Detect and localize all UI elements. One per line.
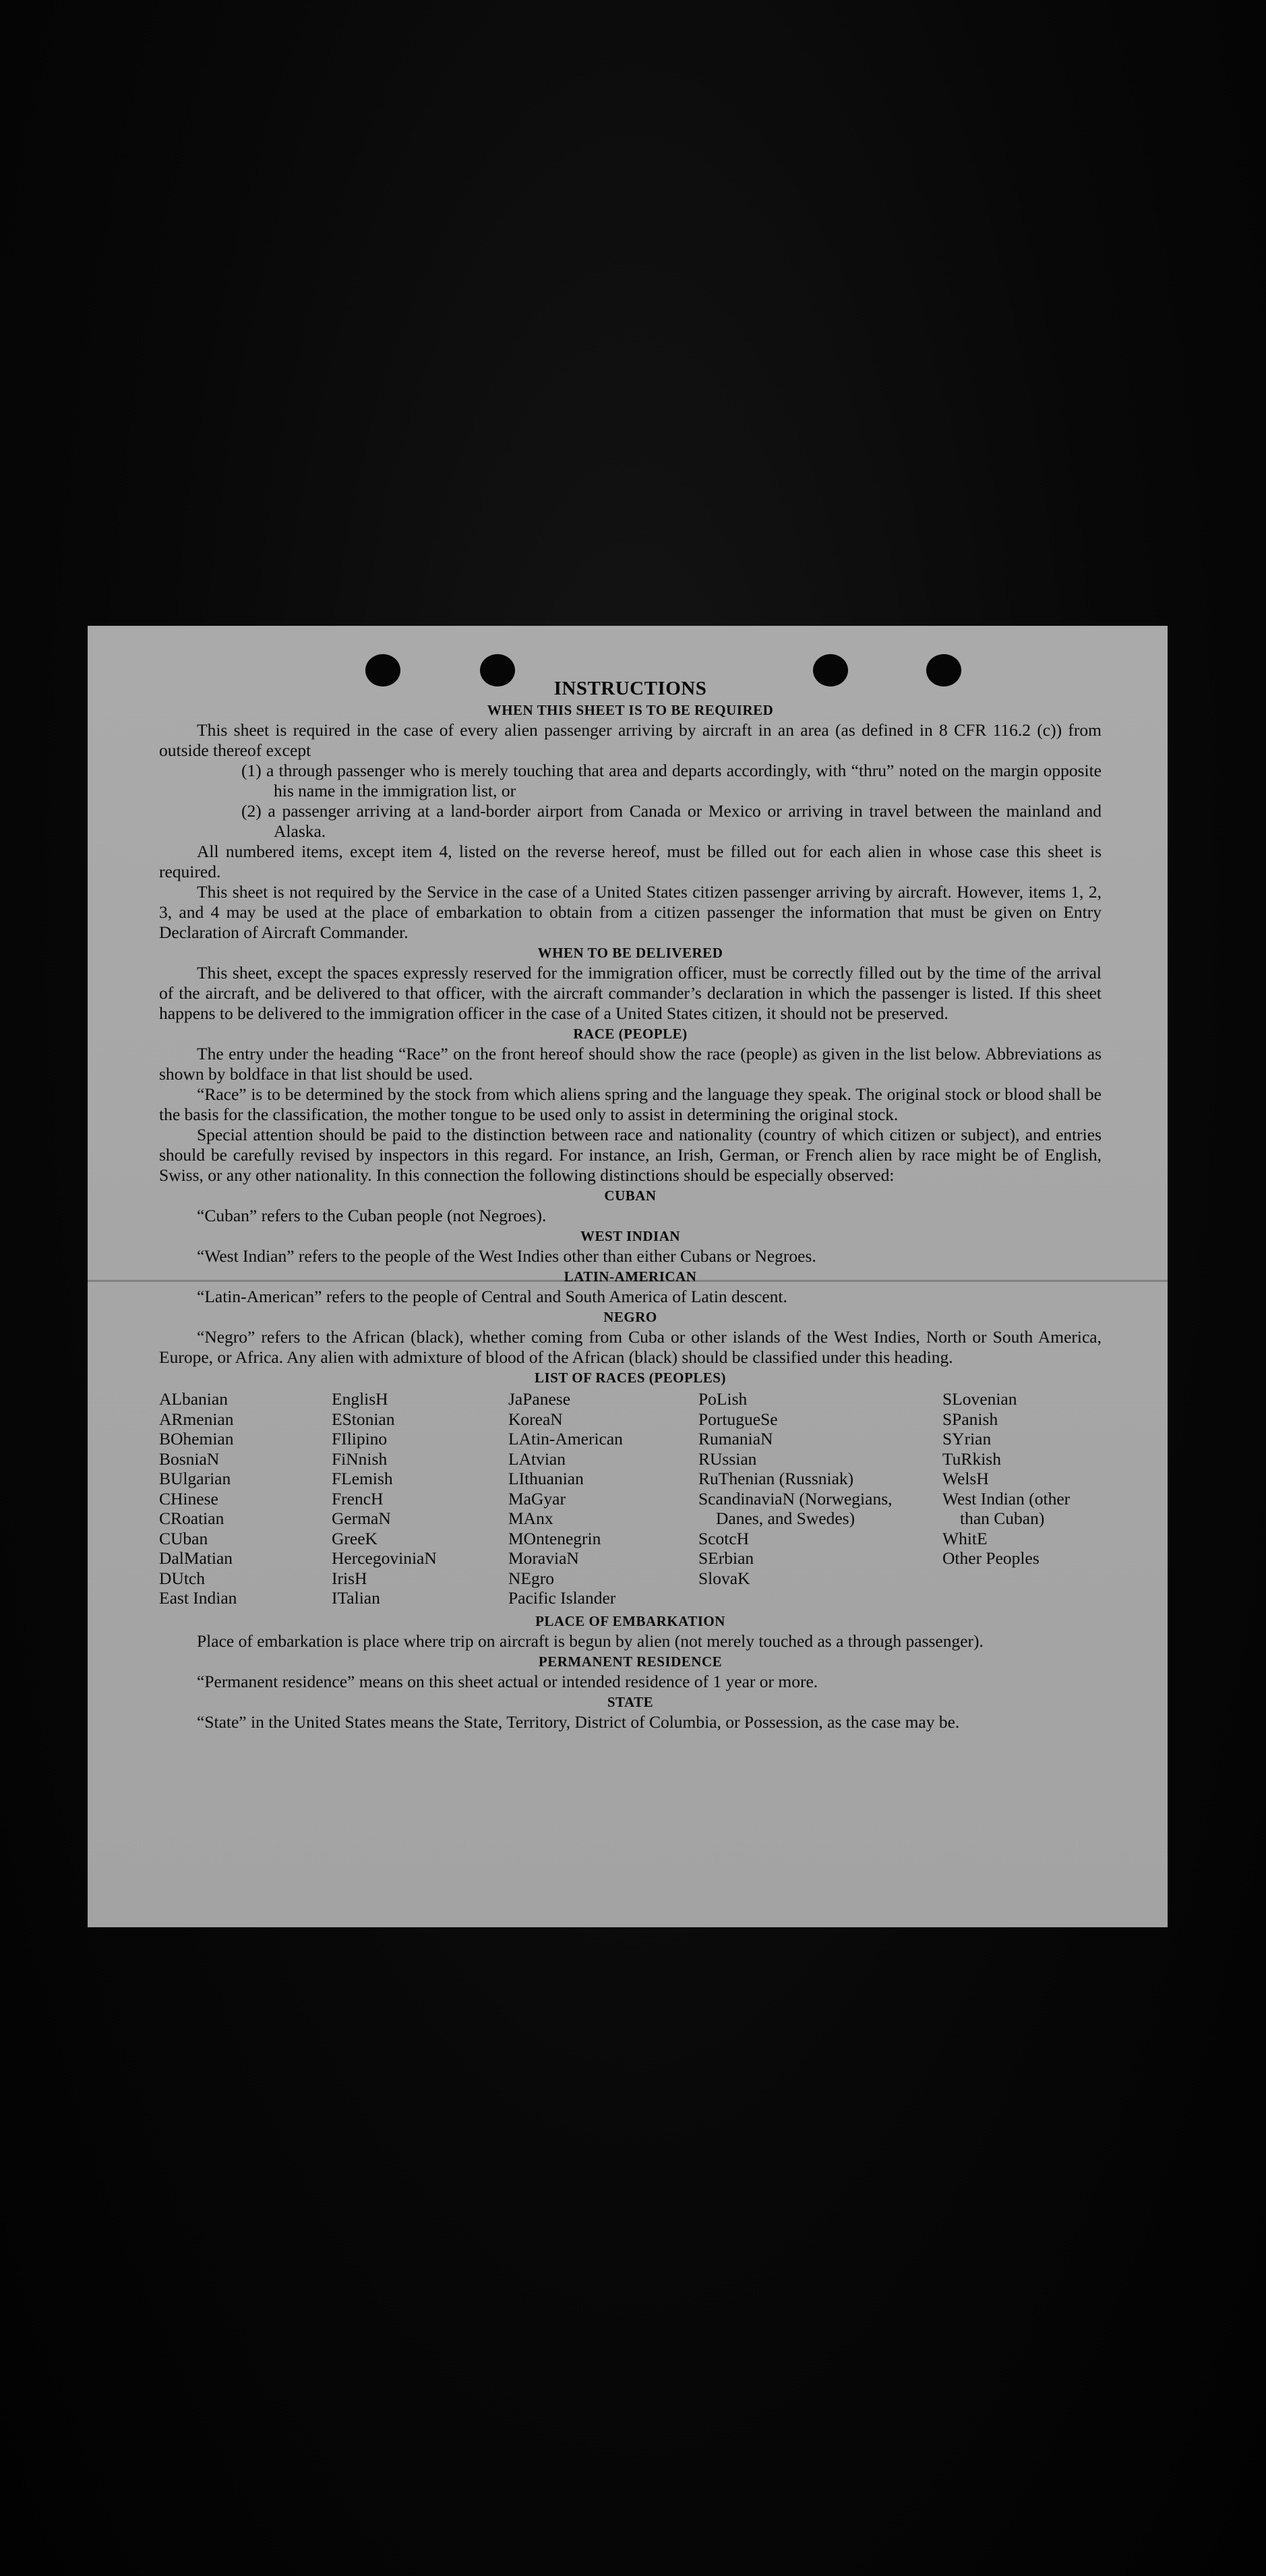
race-item: JaPanese (508, 1389, 571, 1409)
race-item: MOntenegrin (508, 1528, 601, 1548)
race-item: MAnx (508, 1509, 553, 1528)
race-item: LIthuanian (508, 1469, 584, 1488)
race-column (698, 1389, 942, 1608)
race-list (159, 1389, 1102, 1608)
race-item: WelsH (942, 1469, 989, 1488)
section-heading: RACE (PEOPLE) (573, 1026, 688, 1042)
section-heading: PLACE OF EMBARKATION (535, 1612, 725, 1629)
race-item: DalMatian (159, 1548, 233, 1568)
section-heading: PERMANENT RESIDENCE (538, 1653, 723, 1670)
race-item: SPanish (942, 1409, 998, 1429)
race-item: CRoatian (159, 1509, 224, 1528)
race-item: ALbanian (159, 1389, 228, 1409)
race-item: ITalian (332, 1588, 380, 1608)
race-item: FiNnish (332, 1448, 388, 1469)
paragraph: Special attention should be paid to the distinction between race and nationality (country of which citizen or subject), and entries should be carefully revised by inspectors in this regard. For instance, an Irish, German, or French alien by race might be of English, Swiss, or any other nationality. In this connection the following distinctions should be especially observed: (159, 1125, 1102, 1185)
paragraph: “Latin-American” refers to the people of Central and South America of Latin descent. (197, 1287, 787, 1306)
section-heading: WEST INDIAN (580, 1228, 681, 1244)
race-column (508, 1389, 698, 1608)
race-item: MaGyar (508, 1488, 566, 1509)
exception-item: (1) a through passenger who is merely touching that area and departs accordingly, with “thru” noted on the margin opposite his name in the immigration list, or (241, 761, 1102, 800)
race-item: RUssian (698, 1448, 757, 1469)
race-item: FIlipino (332, 1429, 388, 1448)
race-item: GermaN (332, 1509, 391, 1528)
race-item: MoraviaN (508, 1548, 579, 1568)
race-item: TuRkish (942, 1448, 1001, 1469)
race-column (942, 1389, 1102, 1608)
section-heading: NEGRO (603, 1309, 657, 1325)
section-heading: CUBAN (604, 1188, 657, 1204)
race-item: SlovaK (698, 1568, 750, 1588)
race-item: RuThenian (Russniak) (698, 1469, 854, 1488)
race-column (159, 1389, 332, 1608)
section-heading: LATIN-AMERICAN (564, 1268, 697, 1285)
race-item: PortugueSe (698, 1409, 778, 1429)
section-heading: LIST OF RACES (PEOPLES) (535, 1370, 726, 1386)
paragraph: The entry under the heading “Race” on the front hereof should show the race (people) as given in the list below. Abbreviations as shown by boldface in that list should be used. (159, 1044, 1102, 1084)
paragraph: “Permanent residence” means on this sheet actual or intended residence of 1 year or more. (197, 1671, 818, 1691)
paragraph: All numbered items, except item 4, listed on the reverse hereof, must be filled out for each alien in whose case this sheet is required. (159, 842, 1102, 881)
race-item: Pacific Islander (508, 1588, 616, 1608)
race-item: PoLish (698, 1389, 748, 1409)
paragraph: Place of embarkation is place where trip on aircraft is begun by alien (not merely touched as a through passenger). (197, 1631, 984, 1651)
race-item: WhitE (942, 1528, 988, 1548)
race-item: BUlgarian (159, 1469, 231, 1488)
race-item: SYrian (942, 1429, 992, 1448)
race-item: SLovenian (942, 1389, 1017, 1409)
race-item: FLemish (332, 1469, 393, 1488)
race-item: DUtch (159, 1568, 205, 1588)
race-item: ScandinaviaN (Norwegians, Danes, and Swedes) (698, 1488, 893, 1528)
paragraph: This sheet is required in the case of every alien passenger arriving by aircraft in an area (as defined in 8 CFR 116.2 (c)) from outside thereof except (159, 720, 1102, 760)
race-item: EnglisH (332, 1389, 388, 1409)
race-item: NEgro (508, 1568, 554, 1588)
section-heading: WHEN THIS SHEET IS TO BE REQUIRED (487, 702, 774, 718)
paragraph: This sheet is not required by the Service in the case of a United States citizen passenger arriving by aircraft. However, items 1, 2, 3, and 4 may be used at the place of embarkation to obtain from a citizen passenger the information that must be given on Entry Declaration of Aircraft Commander. (159, 882, 1102, 942)
race-item: East Indian (159, 1588, 237, 1608)
paragraph: “Cuban” refers to the Cuban people (not Negroes). (197, 1206, 547, 1225)
document-title: INSTRUCTIONS (553, 678, 707, 699)
instruction-sheet (88, 626, 1168, 1927)
paragraph: “State” in the United States means the State, Territory, District of Columbia, or Possession, as the case may be. (197, 1711, 960, 1732)
race-item: BOhemian (159, 1429, 234, 1448)
race-item: CUban (159, 1528, 208, 1548)
race-item: RumaniaN (698, 1429, 773, 1448)
race-item: LAtvian (508, 1448, 566, 1469)
paragraph: “Negro” refers to the African (black), whether coming from Cuba or other islands of the West Indies, North or South America, Europe, or Africa. Any alien with admixture of blood of the African (black) should be classified under this heading. (159, 1327, 1102, 1367)
race-item: FrencH (332, 1488, 384, 1509)
race-column (332, 1389, 508, 1608)
race-item: KoreaN (508, 1409, 563, 1429)
race-item: ARmenian (159, 1409, 234, 1429)
race-item: CHinese (159, 1488, 218, 1509)
race-item: ScotcH (698, 1528, 750, 1548)
race-item: Other Peoples (942, 1548, 1039, 1568)
race-item: LAtin-American (508, 1429, 623, 1448)
paragraph: “Race” is to be determined by the stock from which aliens spring and the language they speak. The original stock or blood shall be the basis for the classification, the mother tongue to be used only to assist in determining the original stock. (159, 1084, 1102, 1124)
exception-item: (2) a passenger arriving at a land-border airport from Canada or Mexico or arriving in travel between the mainland and Alaska. (241, 801, 1102, 841)
instructions-body (159, 677, 1102, 1732)
paragraph: “West Indian” refers to the people of the West Indies other than either Cubans or Negroes. (197, 1246, 816, 1266)
paragraph: This sheet, except the spaces expressly reserved for the immigration officer, must be correctly filled out by the time of the arrival of the aircraft, and be delivered to that officer, with the aircraft commander’s declaration in which the passenger is listed. If this sheet happens to be delivered to the immigration officer in the case of a United States citizen, it should not be preserved. (159, 963, 1102, 1023)
section-heading: STATE (607, 1693, 654, 1710)
race-item: HercegoviniaN (332, 1548, 437, 1568)
section-heading: WHEN TO BE DELIVERED (537, 945, 723, 961)
race-item: West Indian (other than Cuban) (942, 1488, 1071, 1528)
race-item: GreeK (332, 1528, 378, 1548)
race-item: IrisH (332, 1568, 367, 1588)
race-item: SErbian (698, 1548, 754, 1568)
race-item: BosniaN (159, 1448, 220, 1469)
race-item: EStonian (332, 1409, 395, 1429)
